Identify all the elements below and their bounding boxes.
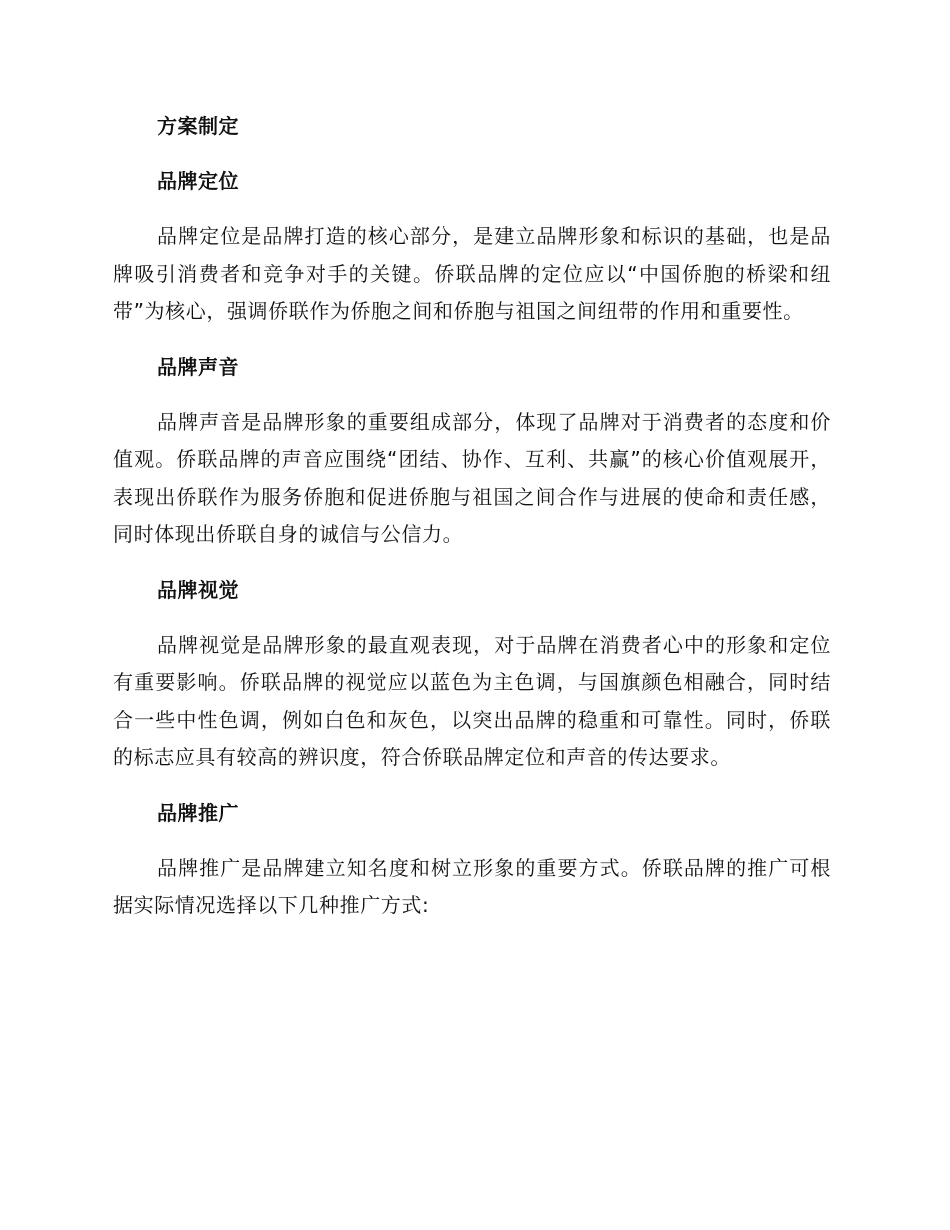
heading-brand-promotion: 品牌推广 xyxy=(157,800,239,825)
paragraph-brand-visual: 品牌视觉是品牌形象的最直观表现，对于品牌在消费者心中的形象和定位有重要影响。侨联品牌的视觉应以蓝色为主色调，与国旗颜色相融合，同时结合一些中性色调，例如白色和灰色，以突出品牌的稳重和可靠性。同时，侨联的标志应具有较高的辨识度，符合侨联品牌定位和声音的传达要求。 xyxy=(113,632,831,769)
heading-brand-voice: 品牌声音 xyxy=(157,354,239,379)
paragraph-brand-voice: 品牌声音是品牌形象的重要组成部分，体现了品牌对于消费者的态度和价值观。侨联品牌的声音应围绕“团结、协作、互利、共赢”的核心价值观展开，表现出侨联作为服务侨胞和促进侨胞与祖国之间合作与进展的使命和责任感，同时体现出侨联自身的诚信与公信力。 xyxy=(113,409,831,546)
paragraph-brand-promotion: 品牌推广是品牌建立知名度和树立形象的重要方式。侨联品牌的推广可根据实际情况选择以下几种推广方式: xyxy=(113,855,831,917)
section-title: 方案制定 xyxy=(157,114,239,138)
heading-brand-positioning: 品牌定位 xyxy=(157,169,239,193)
heading-brand-visual: 品牌视觉 xyxy=(157,577,239,602)
document-body xyxy=(113,108,831,943)
paragraph-brand-positioning: 品牌定位是品牌打造的核心部分，是建立品牌形象和标识的基础，也是品牌吸引消费者和竞争对手的关键。侨联品牌的定位应以“中国侨胞的桥梁和纽带”为核心，强调侨联作为侨胞之间和侨胞与祖国之间纽带的作用和重要性。 xyxy=(113,224,831,323)
